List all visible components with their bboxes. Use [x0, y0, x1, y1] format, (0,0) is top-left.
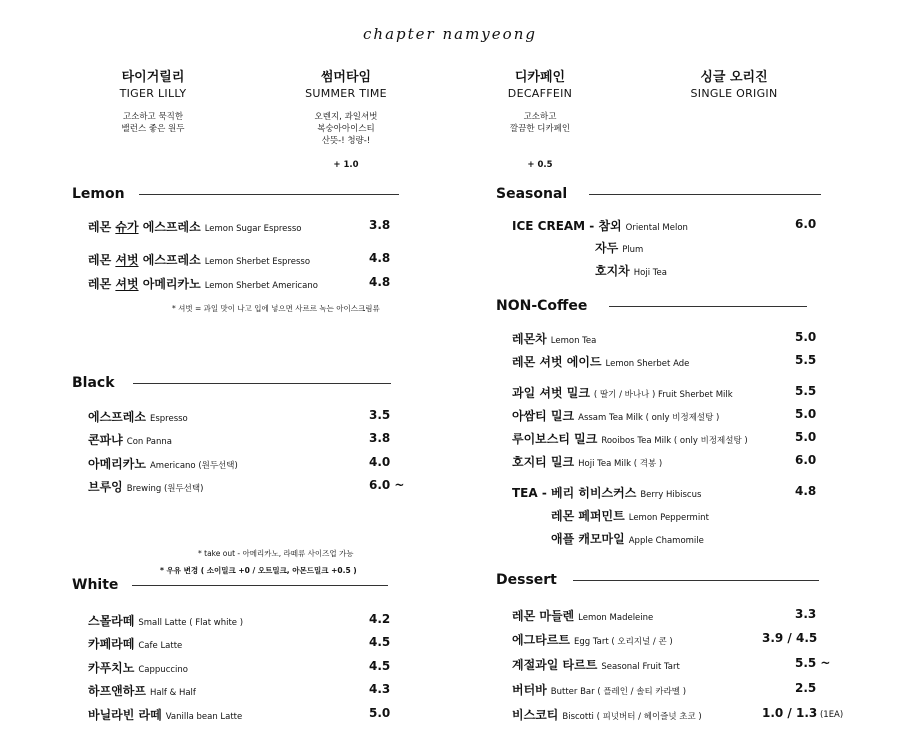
menu-item: 호지차 Hoji Tea [595, 264, 667, 278]
menu-item: 레몬 마들렌 Lemon Madeleine [512, 609, 654, 623]
section-title: Seasonal [496, 186, 568, 202]
menu-item: 바닐라빈 라떼 Vanilla bean Latte [88, 708, 243, 722]
menu-item: 레몬 셔벗 에이드 Lemon Sherbet Ade [512, 355, 690, 369]
bean-description: 고소하고 깔끔한 디카페인 [509, 112, 571, 134]
menu-price: 5.5 [795, 384, 817, 398]
section-divider [573, 580, 819, 581]
menu-price: 5.0 [795, 430, 817, 444]
milk-change-note: * 우유 변경 ( 소이밀크 +0 / 오트밀크, 아몬드밀크 +0.5 ) [160, 566, 357, 575]
menu-item: 레몬 셔벗 아메리카노 Lemon Sherbet Americano [88, 277, 318, 291]
menu-price: 4.3 [369, 682, 391, 696]
menu-item: 카페라떼 Cafe Latte [88, 637, 183, 651]
menu-item: 스몰라떼 Small Latte ( Flat white ) [88, 614, 244, 628]
section-divider [139, 194, 399, 195]
bean-price: + 1.0 [333, 160, 359, 170]
menu-price: 5.0 [795, 407, 817, 421]
bean-tiger-lilly [53, 66, 253, 135]
menu-item: 아쌈티 밀크 Assam Tea Milk ( only 비정제설탕 ) [512, 409, 720, 423]
menu-price: 1.0 / 1.3 (1EA) [762, 706, 844, 720]
menu-item: 에스프레소 Espresso [88, 410, 188, 424]
brand-logo: chapter namyeong [363, 25, 537, 43]
menu-item: 계절과일 타르트 Seasonal Fruit Tart [512, 658, 680, 672]
menu-price: 6.0 [795, 453, 817, 467]
menu-item: 레몬 페퍼민트 Lemon Peppermint [551, 509, 709, 523]
menu-price: 4.5 [369, 635, 391, 649]
bean-name-ko: 타이거릴리 [121, 70, 185, 85]
menu-price: 4.2 [369, 612, 391, 626]
section-title: White [72, 577, 119, 593]
menu-price: 5.0 [369, 706, 391, 720]
menu-item: 애플 캐모마일 Apple Chamomile [551, 532, 704, 546]
menu-price: 3.8 [369, 218, 391, 232]
bean-decaffein [440, 66, 640, 170]
bean-name-ko: 디카페인 [514, 70, 566, 85]
bean-price: + 0.5 [527, 160, 553, 170]
menu-price: 4.0 [369, 455, 391, 469]
menu-item: 에그타르트 Egg Tart ( 오리지널 / 콘 ) [512, 633, 673, 647]
bean-description: 고소하고 묵직한 밸런스 좋은 원두 [121, 112, 185, 134]
bean-name-en: TIGER LILLY [119, 87, 187, 100]
section-title: Dessert [496, 572, 557, 588]
menu-item: 하프앤하프 Half & Half [88, 684, 196, 698]
menu-price: 3.9 / 4.5 [762, 631, 818, 645]
section-divider [133, 383, 391, 384]
section-dessert [496, 572, 819, 588]
bean-description: 오렌지, 과일셔벗 복숭아아이스티 산뜻-! 청량-! [314, 112, 378, 146]
section-non-coffee [496, 298, 807, 314]
menu-item: 버터바 Butter Bar ( 플레인 / 솔티 카라멜 ) [512, 683, 687, 697]
bean-name-en: SUMMER TIME [305, 87, 387, 100]
menu-item: 레몬 슈가 에스프레소 Lemon Sugar Espresso [88, 220, 302, 234]
menu-price: 5.0 [795, 330, 817, 344]
takeout-note: * take out - 아메리카노, 라떼류 사이즈업 가능 [198, 549, 354, 558]
bean-summer-time [246, 66, 446, 170]
section-title: Black [72, 375, 115, 391]
section-seasonal [496, 186, 821, 202]
menu-price: 3.3 [795, 607, 817, 621]
section-title: Lemon [72, 186, 125, 202]
menu-item: 아메리카노 Americano (원두선택) [88, 457, 238, 471]
menu-price: 5.5 [795, 353, 817, 367]
menu-price: 4.8 [369, 275, 391, 289]
bean-name-en: SINGLE ORIGIN [690, 87, 778, 100]
section-divider [132, 585, 388, 586]
menu-price: 4.5 [369, 659, 391, 673]
section-lemon [72, 186, 399, 202]
bean-name-ko: 싱글 오리진 [700, 70, 768, 85]
menu-item: 브루잉 Brewing (원두선택) [88, 480, 204, 494]
section-black [72, 375, 391, 391]
sherbet-note: * 셔벗 = 과일 맛이 나고 입에 넣으면 사르르 녹는 아이스크림류 [172, 304, 380, 313]
menu-item: ICE CREAM - 참외 Oriental Melon [512, 219, 688, 233]
section-title: NON-Coffee [496, 298, 588, 314]
menu-item: 레몬차 Lemon Tea [512, 332, 597, 346]
section-divider [589, 194, 821, 195]
menu-item: 호지티 밀크 Hoji Tea Milk ( 격봉 ) [512, 455, 663, 469]
section-white [72, 577, 388, 593]
menu-item: 자두 Plum [595, 241, 644, 255]
section-divider [609, 306, 807, 307]
menu-price: 4.8 [369, 251, 391, 265]
menu-item: 비스코티 Biscotti ( 피넛버터 / 헤이즐넛 초코 ) [512, 708, 702, 722]
menu-price: 5.5 ~ [795, 656, 831, 670]
menu-price: 3.8 [369, 431, 391, 445]
bean-single-origin [634, 66, 834, 100]
menu-item: 레몬 셔벗 에스프레소 Lemon Sherbet Espresso [88, 253, 311, 267]
menu-price: 6.0 [795, 217, 817, 231]
menu-price: 2.5 [795, 681, 817, 695]
menu-item: 콘파냐 Con Panna [88, 433, 172, 447]
bean-name-en: DECAFFEIN [507, 87, 573, 100]
bean-name-ko: 썸머타임 [320, 70, 372, 85]
menu-price: 6.0 ~ [369, 478, 405, 492]
menu-item: 과일 셔벗 밀크 ( 딸기 / 바나나 ) Fruit Sherbet Milk [512, 386, 733, 400]
menu-item: 카푸치노 Cappuccino [88, 661, 188, 675]
menu-price: 3.5 [369, 408, 391, 422]
menu-item: TEA - 베리 히비스커스 Berry Hibiscus [512, 486, 702, 500]
menu-item: 루이보스티 밀크 Rooibos Tea Milk ( only 비정제설탕 ) [512, 432, 748, 446]
menu-price: 4.8 [795, 484, 817, 498]
